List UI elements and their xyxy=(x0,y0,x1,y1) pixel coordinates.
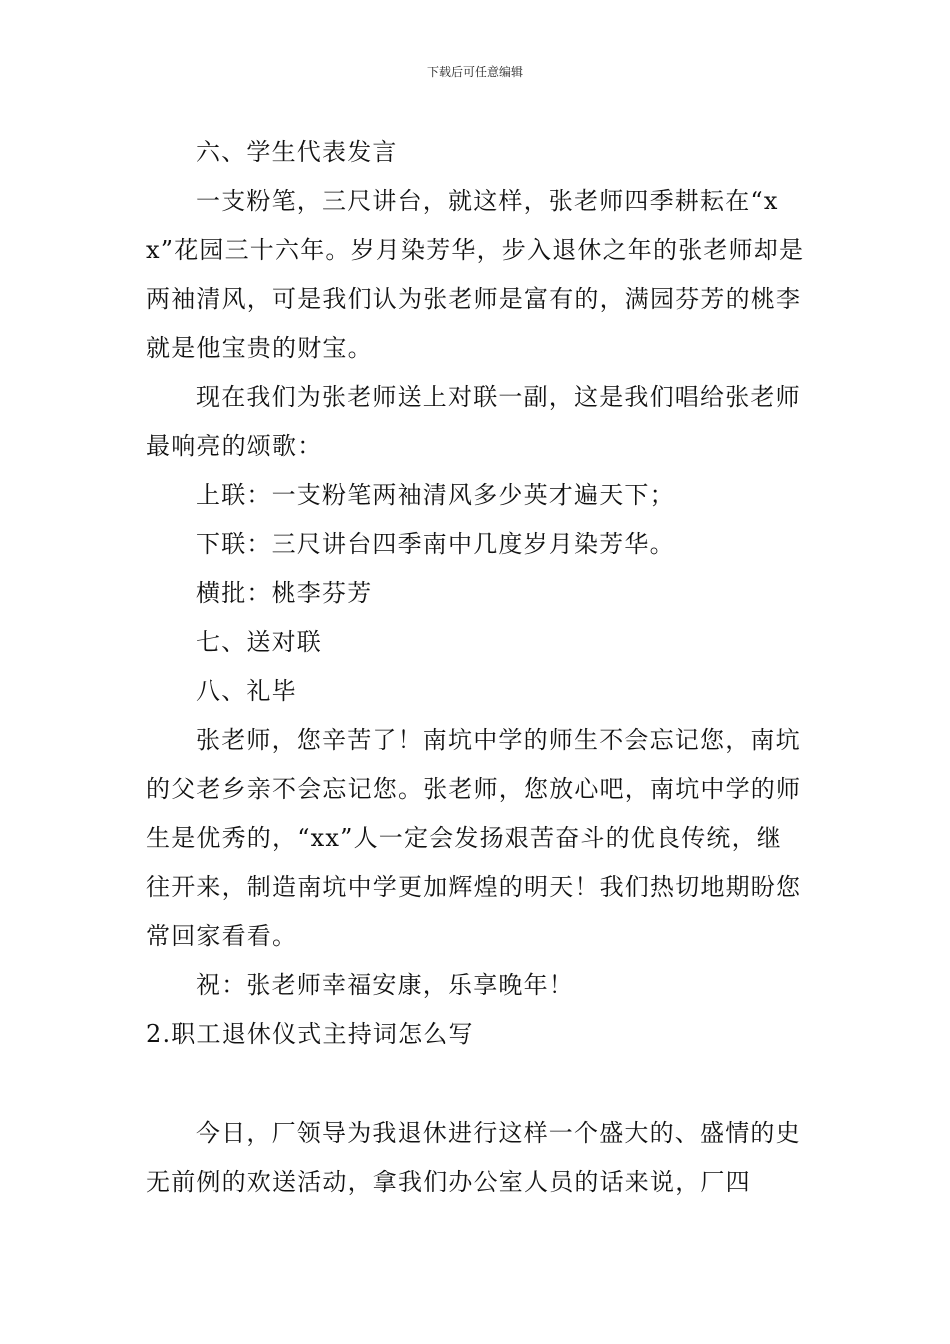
section-heading-eight: 八、礼毕 xyxy=(196,677,297,705)
section-title-2: 2.职工退休仪式主持词怎么写 xyxy=(146,1020,474,1048)
blank-line xyxy=(146,1059,806,1109)
couplet-lower: 下联：三尺讲台四季南中几度岁月染芳华。 xyxy=(196,530,675,558)
paragraph-student-speech: 一支粉笔，三尺讲台，就这样，张老师四季耕耘在“xx”花园三十六年。岁月染芳华，步入退休之年的张老师却是两袖清风，可是我们认为张老师是富有的，满园芬芳的桃李就是他宝贵的财宝。 xyxy=(146,187,805,362)
paragraph-retirement-speech: 今日，厂领导为我退休进行这样一个盛大的、盛情的史无前例的欢送活动，拿我们办公室人员的话来说，厂四 xyxy=(146,1119,801,1196)
paragraph-couplet-intro: 现在我们为张老师送上对联一副，这是我们唱给张老师最响亮的颂歌： xyxy=(146,383,801,460)
couplet-horizontal: 横批：桃李芬芳 xyxy=(196,579,373,607)
section-heading-six: 六、学生代表发言 xyxy=(196,138,398,166)
page-header: 下载后可任意编辑 xyxy=(426,65,523,79)
paragraph-farewell: 张老师，您辛苦了！南坑中学的师生不会忘记您，南坑的父老乡亲不会忘记您。张老师，您放心吧，南坑中学的师生是优秀的，“xx”人一定会发扬艰苦奋斗的优良传统，继往开来，制造南坑中学更加辉煌的明天！我们热切地期盼您常回家看看。 xyxy=(146,726,802,950)
section-heading-seven: 七、送对联 xyxy=(196,628,322,656)
couplet-upper: 上联：一支粉笔两袖清风多少英才遍天下； xyxy=(196,481,675,509)
paragraph-blessing: 祝：张老师幸福安康，乐享晚年！ xyxy=(196,971,574,999)
document-body xyxy=(146,128,806,1207)
